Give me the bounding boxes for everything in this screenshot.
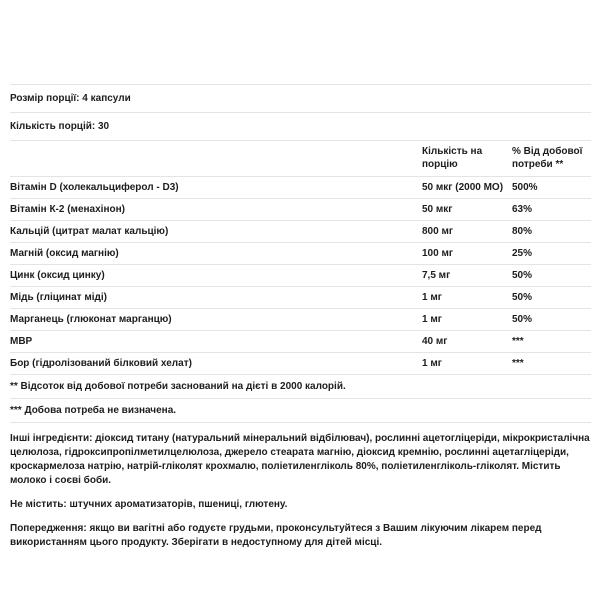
table-row xyxy=(10,199,591,221)
nutrient-dv: 50% xyxy=(512,314,533,325)
footnote-row xyxy=(10,399,591,423)
nutrient-name: Кальцій (цитрат малат кальцію) xyxy=(10,226,169,237)
table-row xyxy=(10,243,591,265)
footnote-row xyxy=(10,375,591,399)
nutrient-dv: 50% xyxy=(512,292,533,303)
nutrient-amount: 50 мкг (2000 МО) xyxy=(422,182,504,193)
nutrient-amount: 800 мг xyxy=(422,226,454,237)
nutrient-dv: 500% xyxy=(512,182,538,193)
table-row xyxy=(10,287,591,309)
nutrient-amount: 1 мг xyxy=(422,292,442,303)
nutrient-name: Мідь (гліцинат міді) xyxy=(10,292,107,303)
dv-not-established-footnote: *** Добова потреба не визначена. xyxy=(10,405,177,416)
nutrient-amount: 1 мг xyxy=(422,358,442,369)
table-row xyxy=(10,221,591,243)
serving-size-row xyxy=(10,85,591,113)
info-paragraphs xyxy=(10,423,591,550)
nutrient-name: Марганець (глюконат марганцю) xyxy=(10,314,172,325)
servings-count-text: Кількість порцій: 30 xyxy=(10,121,110,132)
serving-size-text: Розмір порції: 4 капсули xyxy=(10,93,131,104)
warning-paragraph: Попередження: якщо ви вагітні або годуєте грудьми, проконсультуйтеся з Вашим лікуючим лікарем перед використанням цього продукту. Зберігати в недоступному для дітей місці. xyxy=(10,523,542,548)
servings-count-row xyxy=(10,113,591,141)
table-row xyxy=(10,353,591,375)
nutrient-name: Бор (гідролізований білковий хелат) xyxy=(10,358,192,369)
nutrient-dv: *** xyxy=(512,336,524,347)
nutrient-amount: 40 мг xyxy=(422,336,448,347)
table-row xyxy=(10,265,591,287)
nutrient-dv: *** xyxy=(512,358,524,369)
nutrient-dv: 80% xyxy=(512,226,533,237)
table-row xyxy=(10,177,591,199)
nutrient-name: Цинк (оксид цинку) xyxy=(10,270,105,281)
nutrient-amount: 100 мг xyxy=(422,248,454,259)
nutrient-name: МВР xyxy=(10,336,33,347)
nutrient-dv: 63% xyxy=(512,204,533,215)
nutrient-name: Вітамін К-2 (менахінон) xyxy=(10,204,125,215)
nutrient-amount: 50 мкг xyxy=(422,204,453,215)
nutrient-dv: 50% xyxy=(512,270,533,281)
table-row xyxy=(10,331,591,353)
table-header-row xyxy=(10,141,591,177)
nutrient-amount: 7,5 мг xyxy=(422,270,451,281)
table-row xyxy=(10,309,591,331)
daily-value-footnote: ** Відсоток від добової потреби заснований на дієті в 2000 калорій. xyxy=(10,381,346,392)
does-not-contain-paragraph: Не містить: штучних ароматизаторів, пшениці, глютену. xyxy=(10,499,288,510)
dv-header: % Від добової потреби ** xyxy=(512,146,583,170)
nutrient-amount: 1 мг xyxy=(422,314,442,325)
amount-header: Кількість на порцію xyxy=(422,146,483,170)
nutrient-name: Магній (оксид магнію) xyxy=(10,248,119,259)
other-ingredients-paragraph: Інші інгредієнти: діоксид титану (натуральний мінеральний відбілювач), рослинні ацетогліцеріди, мікрокристалічна целюлоза, гідроксипропілметилцелюлоза, джерело стеарата магнію, діоксид кремнію, рослинні ацетагліцеріди, кроскармелоза натрію, натрій-гліколят крохмалю, поліетиленгліколь 80%, поліетиленгліколь-гліколят. Містить молоко і соєві боби. xyxy=(10,433,590,486)
nutrient-dv: 25% xyxy=(512,248,533,259)
nutrient-name: Вітамін D (холекальциферол - D3) xyxy=(10,182,179,193)
nutrition-table xyxy=(10,84,591,423)
